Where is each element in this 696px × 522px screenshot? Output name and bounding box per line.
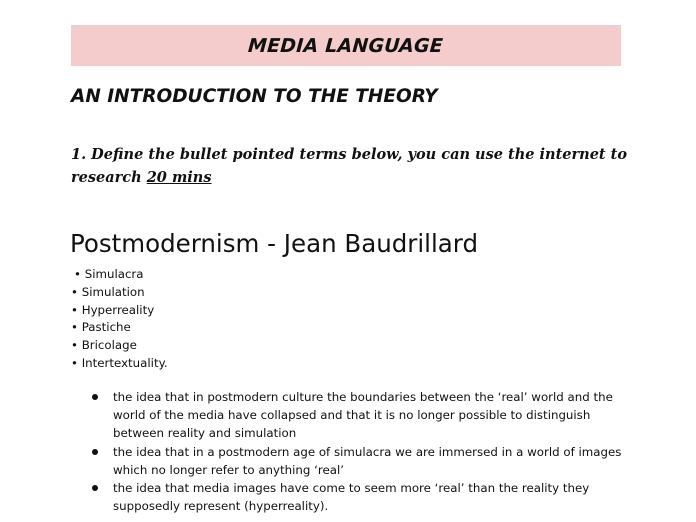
bullet-icon bbox=[92, 485, 98, 491]
terms-list bbox=[71, 266, 168, 373]
definition-text: the idea that in a postmodern age of simulacra we are immersed in a world of images which no longer refer to anything ‘real’ bbox=[113, 444, 622, 477]
definitions-list bbox=[88, 388, 628, 515]
task-text: 1. Define the bullet pointed terms below, you can use the internet to research bbox=[71, 146, 628, 186]
term-item: • Hyperreality bbox=[71, 302, 155, 317]
term-item: • Bricolage bbox=[71, 338, 137, 353]
definition-item bbox=[88, 388, 628, 443]
title-banner bbox=[71, 25, 621, 66]
term-item: • Simulacra bbox=[74, 267, 144, 281]
section-title: Postmodernism - Jean Baudrillard bbox=[70, 229, 478, 258]
term-item: • Simulation bbox=[71, 284, 145, 299]
page-subtitle: AN INTRODUCTION TO THE THEORY bbox=[71, 86, 438, 107]
banner-title: MEDIA LANGUAGE bbox=[247, 34, 445, 57]
task-instruction bbox=[71, 143, 631, 189]
definition-item bbox=[88, 479, 628, 515]
task-time: 20 mins bbox=[146, 169, 212, 186]
definition-text: the idea that in postmodern culture the boundaries between the ‘real’ world and the world of the media have collapsed and that it is no longer possible to distinguish between reality and simulation bbox=[113, 390, 613, 441]
definition-item bbox=[88, 443, 628, 479]
definition-text: the idea that media images have come to seem more ‘real’ than the reality they supposedly represent (hyperreality). bbox=[113, 481, 590, 514]
term-item: • Pastiche bbox=[71, 320, 131, 335]
bullet-icon bbox=[92, 449, 98, 455]
term-item: • Intertextuality. bbox=[71, 355, 168, 370]
bullet-icon bbox=[92, 394, 98, 400]
